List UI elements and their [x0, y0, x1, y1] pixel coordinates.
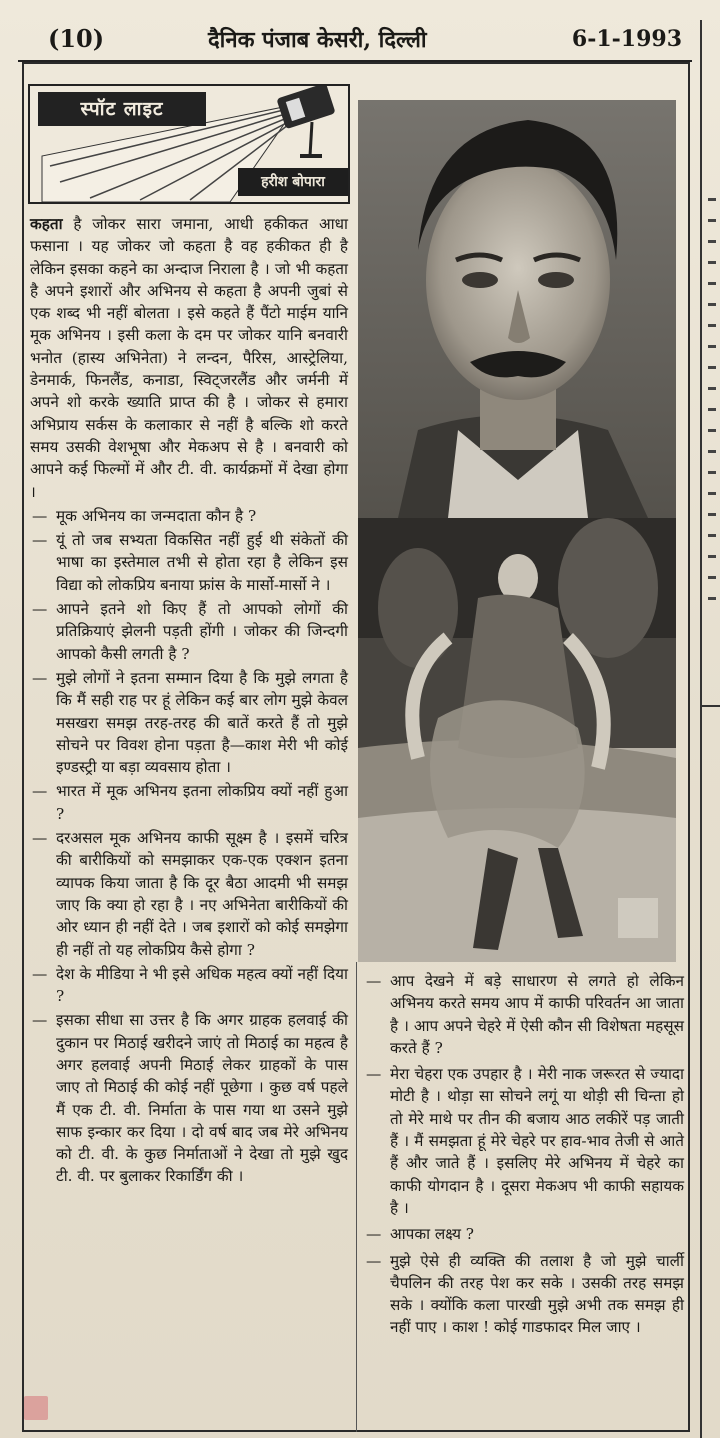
column-rule [356, 962, 357, 1432]
question: — आपका लक्ष्य ? [366, 1225, 475, 1244]
corner-mark [24, 1396, 48, 1420]
intro-lead-word: कहता [30, 215, 63, 233]
answer: — मेरा चेहरा एक उपहार है । मेरी नाक जरूरत से ज्यादा मोटी है । थोड़ा सा सोचने लगूं या थोड़ी सी चिन्ता हो तो मेरे माथे पर तीन की बजाय आठ लकीरें पड़ जाती हैं । मैं समझता हूं मेरे चेहरे पर हाव-भाव तेजी से आते हैं और जाते हैं । इसलिए मेरे अभिनय में चेहरे का काफी योगदान है । दूसरा मेकअप भी काफी सहायक है । [366, 1065, 684, 1217]
answer: — दरअसल मूक अभिनय काफी सूक्ष्म है । इसमें चरित्र की बारीकियों को समझाकर एक-एक एक्शन इतना व्यापक किया जाता है कि दूर बैठा आदमी भी समझ जाए कि क्या हो रहा है । नए अभिनेता बारीकियों की ओर ध्यान ही नहीं देते । जब इशारों को कोई समझेगा ही नहीं तो यह लोकप्रिय कैसे होगा ? [32, 829, 348, 959]
column-author: हरीश बोपारा [238, 168, 348, 196]
page-edge-rule [700, 20, 702, 1438]
column-logo [28, 84, 350, 204]
page-number: (10) [48, 24, 105, 53]
neighbour-column-fragment [706, 180, 720, 1380]
intro-text: है जोकर सारा जमाना, आधी हकीकत आधा फसाना । यह जोकर जो कहता है वह हकीकत ही है लेकिन इसका कहने का अन्दाज निराला है । जो भी कहता है अपने इशारों और अभिनय से कहता है अपनी जुबां से एक शब्द भी नहीं बोलता । इसे कहते हैं पैंटो माईम यानि मूक अभिनय । इसी कला के दम पर जोकर यानि बनवारी भनोत (हास्य अभिनेता) ने लन्दन, पैरिस, आस्ट्रेलिया, डेनमार्क, फिनलैंड, कनाडा, स्विट्जरलैंड और जर्मनी में अपने शो करके ख्याति प्राप्त की है । जोकर से हमारा अभिप्राय सर्कस के कलाकार से नहीं है बल्कि शो करते समय उसकी वेशभूषा और मेकअप से है । बनवारी को आपने कई फिल्मों में और टी. वी. कार्यक्रमों में देखा होगा । [30, 215, 348, 501]
article-intro [30, 213, 348, 503]
left-column [30, 213, 348, 1188]
answer: — मुझे लोगों ने इतना सम्मान दिया है कि मुझे लगता है कि मैं सही राह पर हूं लेकिन कई बार लोग मुझे केवल मसखरा समझ तरह-तरह की बातें करते हैं तो मुझे सोचने पर विवश होना पड़ता है—काश मेरी भी कोई इण्डस्ट्री या बड़ा व्यवसाय होता । [32, 668, 348, 777]
question: — देश के मीडिया ने भी इसे अधिक महत्व क्यों नहीं दिया ? [32, 964, 348, 1006]
right-column [364, 966, 684, 1339]
question: — आपने इतने शो किए हैं तो आपको लोगों की प्रतिक्रियाएं झेलनी पड़ती होंगी । जोकर की जिन्दगी आपको कैसी लगती है ? [32, 600, 348, 663]
performance-photo [358, 518, 676, 962]
masthead [18, 20, 692, 62]
publication-date: 6-1-1993 [571, 26, 682, 52]
portrait-photo [358, 100, 676, 518]
column-title: स्पॉट लाइट [38, 92, 206, 126]
question: — भारत में मूक अभिनय इतना लोकप्रिय क्यों नहीं हुआ ? [32, 782, 348, 823]
answer: — यूं तो जब सभ्यता विकसित नहीं हुई थी संकेतों की भाषा का इस्तेमाल तभी से होता रहा है लेकिन इस विद्या को लोकप्रिय बनाया फ्रांस के मार्सो-मार्सो ने । [32, 531, 348, 594]
answer: — मुझे ऐसे ही व्यक्ति की तलाश है जो मुझे चार्ली चैपलिन की तरह पेश कर सके । उसकी तरह समझ सके । क्योंकि कला पारखी मुझे अभी तक समझ ही नहीं पाए । काश ! कोई गाडफादर मिल जाए । [366, 1251, 684, 1337]
question: — मूक अभिनय का जन्मदाता कौन है ? [32, 506, 257, 525]
question: — आप देखने में बड़े साधारण से लगते हो लेकिन अभिनय करते समय आप में काफी परिवर्तन आ जाता है । आप अपने चेहरे में ऐसी कौन सी विशेषता महसूस करते हैं ? [366, 972, 684, 1057]
answer: — इसका सीधा सा उत्तर है कि अगर ग्राहक हलवाई की दुकान पर मिठाई खरीदने जाएं तो मिठाई का महत्व है अगर हलवाई अपनी मिठाई लेकर ग्राहकों के पास जाए तो मिठाई की कोई नहीं पूछेगा । कुछ वर्ष पहले मैं एक टी. वी. निर्माता के पास गया था उसने मुझे साफ इन्कार कर दिया । दो वर्ष बाद जब मेरे अभिनय को टी. वी. के कुछ निर्माताओं ने देखा तो मुझे खुद टी. वी. पर बुलाकर रिकार्डिंग की । [32, 1011, 348, 1186]
newspaper-name: दैनिक पंजाब केसरी, दिल्ली [208, 27, 427, 53]
